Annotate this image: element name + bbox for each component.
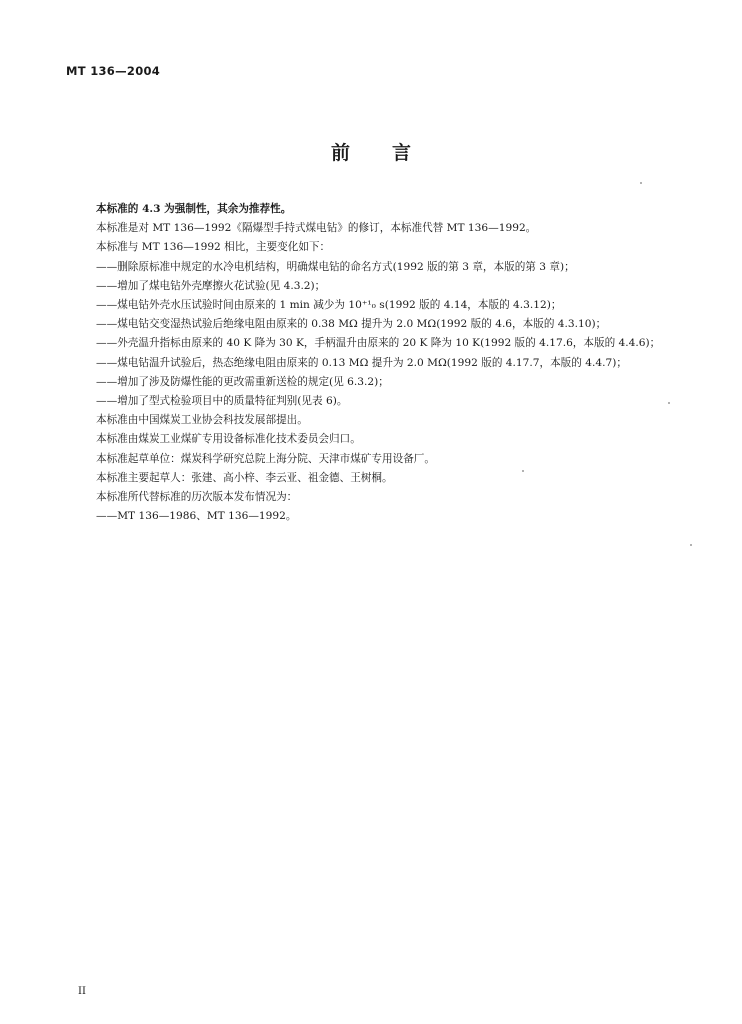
change-item: ——删除原标准中规定的水冷电机结构，明确煤电钻的命名方式(1992 版的第 3 章，本版的第 3 章)； [96, 260, 575, 273]
change-item: ——外壳温升指标由原来的 40 K 降为 30 K，手柄温升由原来的 20 K 降为 10 K(1992 版的 4.17.6，本版的 4.4.6)； [96, 337, 661, 350]
change-item: ——增加了涉及防爆性能的更改需重新送检的规定(见 6.3.2)； [96, 375, 389, 388]
change-item: ——煤电钻交变湿热试验后绝缘电阻由原来的 0.38 MΩ 提升为 2.0 MΩ(1992 版的 4.6，本版的 4.3.10)； [96, 318, 607, 331]
paragraph-mandatory-clause: 本标准的 4.3 为强制性，其余为推荐性。 [96, 203, 292, 215]
change-item: ——煤电钻外壳水压试验时间由原来的 1 min 减少为 10⁺¹₀ s(1992 版的 4.14，本版的 4.3.12)； [96, 299, 562, 312]
change-item: ——增加了型式检验项目中的质量特征判别(见表 6)。 [96, 395, 348, 408]
paragraph-history-intro: 本标准所代替标准的历次版本发布情况为： [96, 491, 298, 504]
paragraph-drafting-units: 本标准起草单位：煤炭科学研究总院上海分院、天津市煤矿专用设备厂。 [96, 452, 435, 465]
paragraph-changes-intro: 本标准与 MT 136—1992 相比，主要变化如下： [96, 241, 331, 254]
foreword-body [96, 200, 682, 526]
paragraph-centralized-unit: 本标准由煤炭工业煤矿专用设备标准化技术委员会归口。 [96, 433, 361, 446]
paragraph-proposer: 本标准由中国煤炭工业协会科技发展部提出。 [96, 414, 308, 427]
paragraph-revision-note: 本标准是对 MT 136—1992《隔爆型手持式煤电钻》的修订，本标准代替 MT 136—1992。 [96, 222, 537, 235]
change-item: ——煤电钻温升试验后，热态绝缘电阻由原来的 0.13 MΩ 提升为 2.0 MΩ(1992 版的 4.17.7，本版的 4.4.7)； [96, 356, 627, 369]
scan-speck [690, 544, 692, 546]
page-title: 前言 [330, 142, 453, 164]
paragraph-drafters: 本标准主要起草人：张建、高小梓、李云亚、祖金德、王树桐。 [96, 471, 393, 484]
history-item: ——MT 136—1986、MT 136—1992。 [96, 510, 297, 523]
scan-speck [522, 470, 524, 472]
standard-code-header: MT 136—2004 [66, 64, 161, 78]
page-number: II [78, 986, 86, 997]
scan-speck [640, 182, 642, 184]
scan-speck [668, 402, 670, 404]
change-item: ——增加了煤电钻外壳摩擦火花试验(见 4.3.2)； [96, 279, 326, 292]
